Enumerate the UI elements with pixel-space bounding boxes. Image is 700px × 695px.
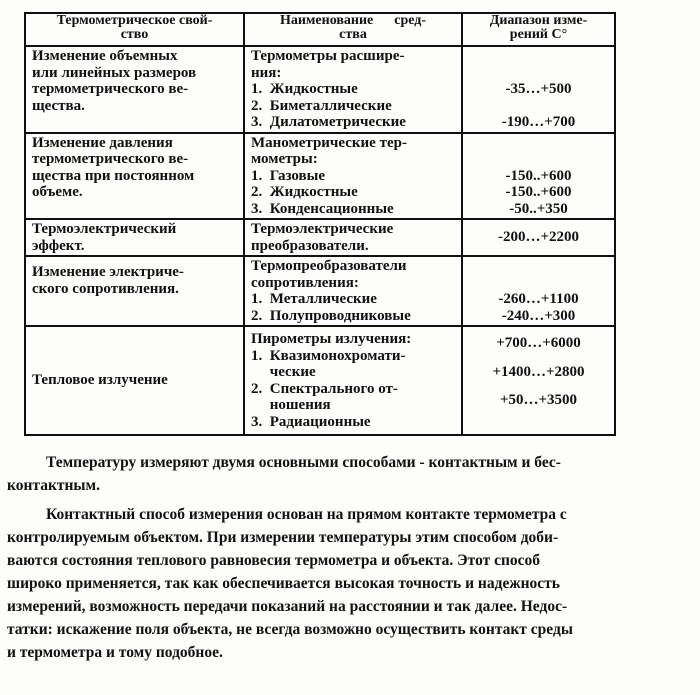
cell-line: 2. Биметаллические [251,97,392,114]
range-value: +700…+6000 [496,335,581,351]
paragraph-line: широко применяется, так как обеспечивается высокая точность и надежность [7,575,560,592]
header-instrument [244,13,462,46]
cell-line: Изменение объемных [32,48,178,64]
range-value: +1400…+2800 [492,363,585,380]
cell-line: термометрического ве- [32,151,189,167]
range-value: -35…+500 [505,81,572,97]
instrument-cell [244,256,462,326]
header-line: Термометрическое свой- [56,13,213,28]
table-row [25,133,615,220]
cell-line: 3. Дилатометрические [251,114,406,130]
cell-line: щества. [32,97,85,114]
cell-line: 3. Конденсационные [251,200,394,217]
cell-line: ния: [251,64,282,81]
thermometry-table [24,12,616,436]
table-row [25,256,615,326]
cell-line: объеме. [32,184,83,200]
header-line: Диапазон изме- [489,13,588,28]
cell-line: термометрического ве- [32,81,189,97]
paragraph-line: татки: искажение поля объекта, не всегда возможно осуществить контакт среды [7,621,573,638]
instrument-cell [244,326,462,435]
paragraph-line: Температуру измеряют двумя основными способами - контактным и бес- [46,454,561,471]
paragraph-line: контролируемым объектом. При измерении температуры этим способом доби- [7,529,559,546]
instrument-cell [244,46,462,133]
cell-line: Изменение электриче- [32,264,184,280]
range-cell [462,46,615,133]
range-value: -190…+700 [501,113,576,130]
cell-line: Изменение давления [32,134,173,151]
cell-line: 1. Жидкостные [251,81,358,97]
cell-line: 3. Радиационные [251,413,371,430]
cell-line: ского сопротивления. [32,280,179,297]
cell-line: 1. Квазимонохромати- [251,347,406,364]
cell-line: мометры: [251,151,318,167]
header-property [25,13,244,46]
header-range [462,13,615,46]
paragraph-line: Контактный способ измерения основан на прямом контакте термометра с [46,506,567,523]
header-line: ства [339,27,367,42]
cell-line: Тепловое излучение [32,372,168,389]
property-cell [25,133,244,220]
range-cell [462,133,615,220]
table-row [25,46,615,133]
cell-line: Термоэлектрические [251,221,394,237]
range-value: -150..+600 [505,167,572,184]
range-cell [462,326,615,435]
cell-line: Манометрические тер- [251,134,407,151]
paragraph-line: измерений, возможность передачи показаний на расстоянии и так далее. Недос- [7,598,568,615]
table-row [25,219,615,256]
cell-line: 2. Полупроводниковые [251,307,411,324]
cell-line: эффект. [32,237,85,254]
range-value: -200…+2200 [497,229,580,246]
property-cell [25,46,244,133]
paragraph-contact-method [0,503,700,664]
range-value: +50…+3500 [499,392,578,408]
table-row [25,326,615,435]
cell-line: ношения [251,397,331,413]
cell-line: сопротивления: [251,274,359,291]
range-cell [462,256,615,326]
cell-line: или линейных размеров [32,64,197,81]
cell-line: ческие [251,364,316,380]
header-line: ство [120,27,149,42]
range-value: -240…+300 [501,307,576,324]
cell-line: Термоэлектрический [32,221,177,237]
paragraph-line: ваются состояния теплового равновесия термометра и объекта. Этот способ [7,552,541,569]
cell-line: 2. Спектрального от- [251,380,398,397]
cell-line: Пирометры излучения: [251,331,412,347]
cell-line: щества при постоянном [32,167,195,184]
paragraph-line: контактным. [7,477,100,494]
cell-line: 2. Жидкостные [251,184,358,200]
range-value: -150..+600 [505,184,572,200]
header-line: рений С° [509,27,568,42]
property-cell [25,326,244,435]
cell-line: Термометры расшире- [251,48,405,64]
cell-line: 1. Газовые [251,167,326,184]
paragraph-intro [0,451,700,497]
instrument-cell [244,133,462,220]
property-cell [25,256,244,326]
cell-line: преобразователи. [251,237,369,254]
cell-line: Термопреобразователи [251,258,407,274]
range-cell [462,219,615,256]
property-cell [25,219,244,256]
paragraph-line: и термометра и тому подобное. [7,644,223,661]
header-line: Наименование сред- [279,13,427,28]
range-value: -50..+350 [509,200,568,217]
table-header-row [25,13,615,46]
range-value: -260…+1100 [498,291,579,307]
instrument-cell [244,219,462,256]
cell-line: 1. Металлические [251,291,377,307]
